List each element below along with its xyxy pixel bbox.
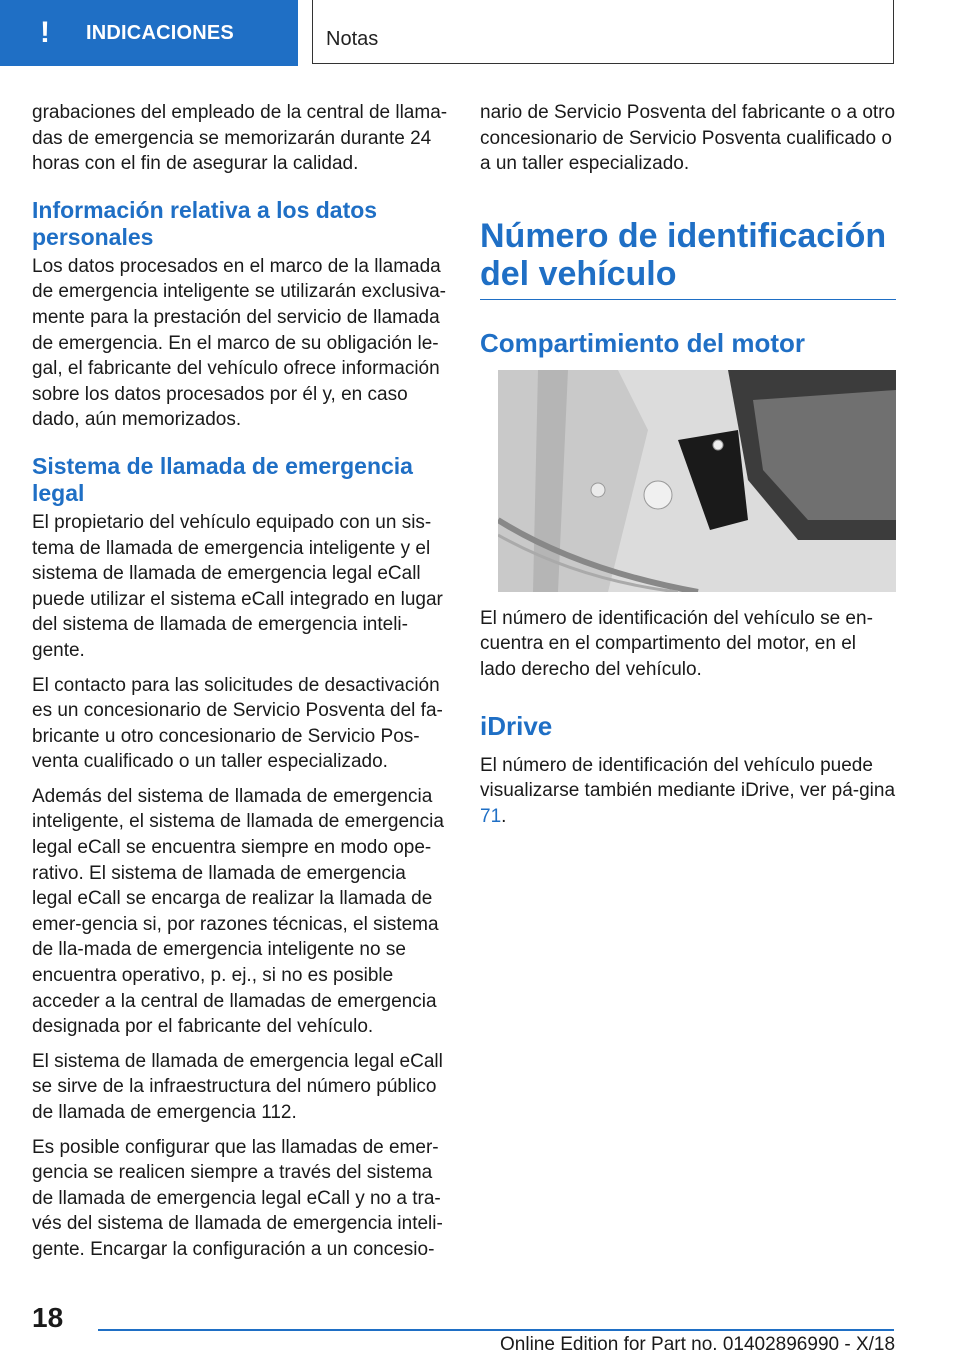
paragraph: El sistema de llamada de emergencia legal eCall se sirve de la infraestructura del número público de llamada de emergencia 112.: [32, 1050, 443, 1123]
paragraph: Es posible configurar que las llamadas de emer-gencia se realicen siempre a través del sistema de llamada de emergencia legal eCall y no a tra-vés del sistema de llamada de emergencia inteli-gente. Encargar la configuración a un concesio-: [32, 1136, 443, 1260]
page-number: 18: [32, 1302, 64, 1333]
heading-legal-emergency: Sistema de llamada de emergencia legal: [32, 452, 413, 506]
footer-divider: [98, 1329, 894, 1331]
left-column: [32, 100, 448, 1272]
paragraph: Además del sistema de llamada de emergencia inteligente, el sistema de llamada de emergencia legal eCall se encuentra siempre en modo ope-rativo. El sistema de llamada de emergencia legal eCall se encarga de realizar la llamada de emer-gencia si, por razones técnicas, el sistema de lla-mada de emergencia inteligente no se encuentra operativo, p. ej., si no es posible acceder a la central de llamadas de emergencia designada por el fabricante del vehículo.: [32, 785, 444, 1038]
paragraph-idrive: [480, 753, 896, 830]
paragraph: Los datos procesados en el marco de la llamada de emergencia inteligente se utilizarán exclusiva-mente para la prestación del servicio de llamada de emergencia. En el marco de su obligación le-gal, el fabricante del vehículo ofrece información sobre los datos procesados por él y, en caso dado, aún memorizados.: [32, 255, 447, 431]
footer-edition: Online Edition for Part no. 01402896990 - X/18: [500, 1334, 896, 1355]
heading-personal-data: Información relativa a los datos personales: [32, 196, 378, 250]
heading-engine-compartment: Compartimiento del motor: [480, 327, 806, 358]
right-column: [480, 100, 896, 838]
paragraph: El contacto para las solicitudes de desactivación es un concesionario de Servicio Posventa del fa-bricante u otro concesionario de Servicio Pos-venta cualificado o un taller especializado.: [32, 674, 443, 773]
paragraph: nario de Servicio Posventa del fabricante o a otro concesionario de Servicio Posventa cualificado o a un taller especializado.: [480, 102, 896, 175]
paragraph: El número de identificación del vehículo se en-cuentra en el compartimento del motor, en el lado derecho del vehículo.: [480, 607, 873, 680]
paragraph: grabaciones del empleado de la central de llama-das de emergencia se memorizarán durante 24 horas con el fin de asegurar la calidad.: [32, 102, 448, 175]
idrive-text: El número de identificación del vehículo puede visualizarse también mediante iDrive, ver pá-gina: [480, 754, 896, 802]
section-tab[interactable]: [0, 0, 298, 66]
paragraph: El propietario del vehículo equipado con un sis-tema de llamada de emergencia inteligente y el sistema de llamada de emergencia legal eCall puede utilizar el sistema eCall integrado en lugar del sistema de llamada de emergencia inteli-gente.: [32, 511, 443, 661]
heading-vin: Número de identificación del vehículo: [480, 217, 896, 300]
heading-idrive: iDrive: [480, 710, 553, 741]
page-link[interactable]: 71: [480, 805, 502, 827]
engine-compartment-photo: [498, 370, 896, 592]
exclamation-icon: !: [40, 16, 50, 49]
section-tab-label: INDICACIONES: [86, 21, 234, 44]
notes-box: [312, 0, 894, 64]
period: .: [501, 805, 507, 827]
notes-label: Notas: [326, 28, 379, 50]
